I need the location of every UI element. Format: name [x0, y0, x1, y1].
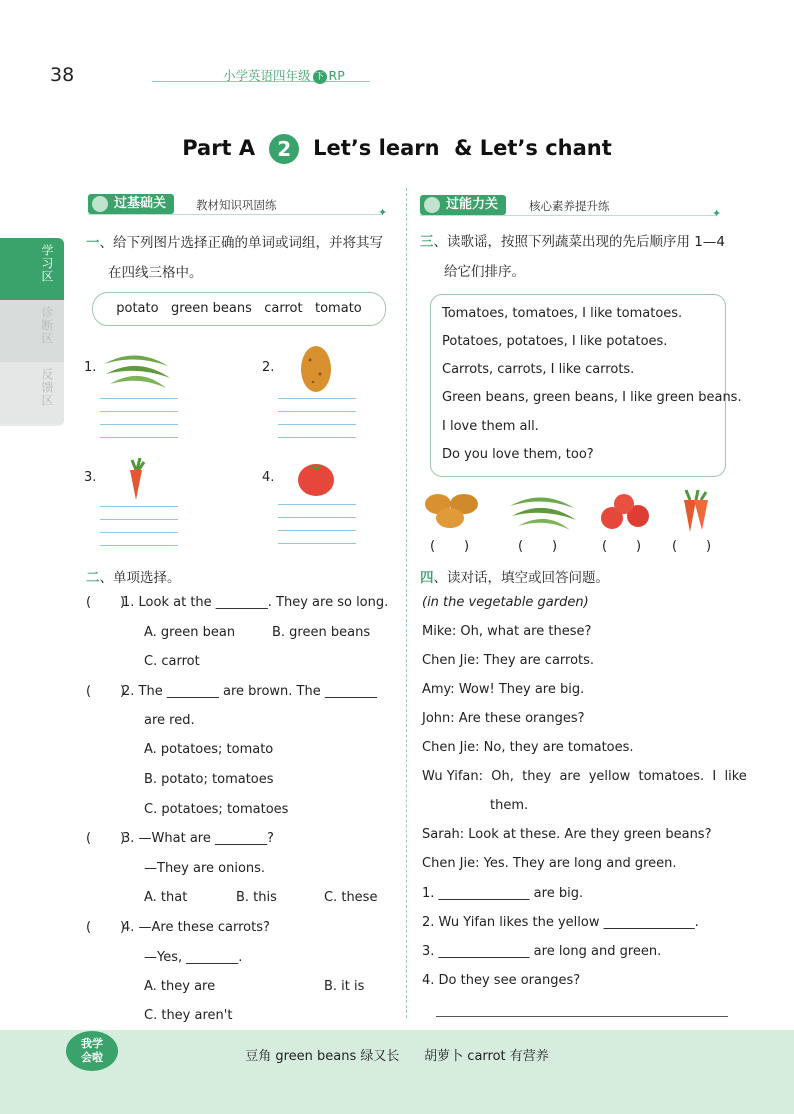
dialogue-setting: (in the vegetable garden): [422, 595, 589, 610]
question-3-title: [420, 230, 725, 250]
carrot-image: [124, 456, 148, 502]
writing-lines-3[interactable]: [100, 506, 178, 554]
side-tab-study[interactable]: [0, 238, 64, 300]
order-paren-3[interactable]: ( ): [602, 539, 642, 554]
mc-item-4-stem-cont: —Yes, ________.: [144, 950, 243, 965]
side-tab-feedback-label: 反馈区: [40, 368, 54, 407]
word-bank: potato green beans carrot tomato: [92, 292, 386, 326]
question-1-number: 一: [86, 235, 100, 251]
section-banner-ability: 过能力关: [420, 195, 506, 215]
fill-question-4: 4. Do they see oranges?: [422, 973, 581, 988]
chant-line-2: Potatoes, potatoes, I like potatoes.: [442, 334, 668, 349]
part-title: [0, 134, 794, 164]
column-divider: [406, 188, 407, 1018]
question-1-text: 、给下列图片选择正确的单词或词组，并将其写: [99, 235, 383, 251]
star-icon: ✦: [378, 206, 388, 219]
question-2-number: 二: [86, 570, 100, 586]
mc-item-3-option-b: B. this: [236, 890, 277, 905]
potato-image: [298, 344, 334, 394]
dialogue-line: Chen Jie: They are carrots.: [422, 653, 595, 668]
lesson-title: Let’s learn & Let’s chant: [313, 136, 612, 160]
chant-line-3: Carrots, carrots, I like carrots.: [442, 362, 635, 377]
question-4-number: 四: [420, 570, 434, 586]
mc-item-2-stem-cont: are red.: [144, 713, 195, 728]
question-1-text-cont: 在四线三格中。: [108, 265, 203, 281]
tomatoes-image: [598, 492, 654, 532]
question-2-title: [86, 566, 181, 586]
fill-question-3[interactable]: 3. ______________ are long and green.: [422, 944, 662, 959]
mc-item-2-stem: 2. The ________ are brown. The ________: [122, 684, 377, 699]
question-3-number: 三: [420, 234, 434, 250]
picture-label-2: 2.: [262, 360, 275, 375]
footer-badge-line-1: 我学: [81, 1037, 103, 1050]
writing-lines-1[interactable]: [100, 398, 178, 446]
question-1-title: [86, 231, 383, 251]
question-3-text: 、读歌谣，按照下列蔬菜出现的先后顺序用 1—4: [433, 234, 725, 250]
mc-item-4-option-b: B. it is: [324, 979, 365, 994]
mc-item-1-option-b: B. green beans: [272, 625, 371, 640]
side-tab-diagnose[interactable]: [0, 300, 64, 362]
part-label: Part A: [182, 136, 256, 160]
chant-line-4: Green beans, green beans, I like green beans.: [442, 390, 742, 405]
side-tab-study-label: 学习区: [40, 244, 54, 283]
answer-line[interactable]: [436, 1016, 728, 1017]
mc-item-2-option-c: C. potatoes; tomatoes: [144, 802, 289, 817]
dialogue-line-cont: them.: [490, 798, 529, 813]
dialogue-line: John: Are these oranges?: [422, 711, 585, 726]
mc-item-2-option-a: A. potatoes; tomato: [144, 742, 274, 757]
page-number: 38: [50, 64, 75, 86]
picture-label-4: 4.: [262, 470, 275, 485]
mc-item-3-option-c: C. these: [324, 890, 378, 905]
side-tab-feedback[interactable]: [0, 362, 64, 424]
question-2-text: 、单项选择。: [99, 570, 181, 586]
green-beans-image: [506, 488, 578, 532]
dialogue-line: Amy: Wow! They are big.: [422, 682, 585, 697]
answer-paren-1[interactable]: ( ): [86, 595, 126, 610]
side-tab-diagnose-label: 诊断区: [40, 306, 54, 345]
chant-line-6: Do you love them, too?: [442, 447, 594, 462]
picture-label-1: 1.: [84, 360, 97, 375]
book-title-edition: RP: [328, 68, 345, 83]
answer-paren-4[interactable]: ( ): [86, 920, 126, 935]
picture-label-3: 3.: [84, 470, 97, 485]
potatoes-image: [422, 490, 486, 530]
mc-item-3-stem: 3. —What are ________?: [122, 831, 274, 846]
chant-line-5: I love them all.: [442, 419, 539, 434]
order-paren-4[interactable]: ( ): [672, 539, 712, 554]
writing-lines-2[interactable]: [278, 398, 356, 446]
lesson-number-badge: 2: [269, 134, 299, 164]
question-3-text-cont: 给它们排序。: [444, 264, 525, 280]
section-underline: [88, 214, 382, 215]
dialogue-line: Chen Jie: Yes. They are long and green.: [422, 856, 677, 871]
mc-item-2-option-b: B. potato; tomatoes: [144, 772, 274, 787]
book-title: [223, 66, 345, 84]
mc-item-3-option-a: A. that: [144, 890, 188, 905]
dialogue-line: Chen Jie: No, they are tomatoes.: [422, 740, 634, 755]
chant-line-1: Tomatoes, tomatoes, I like tomatoes.: [442, 306, 683, 321]
mc-item-1-option-a: A. green bean: [144, 625, 236, 640]
mc-item-4-option-a: A. they are: [144, 979, 216, 994]
footer-badge-line-2: 会啦: [81, 1051, 103, 1064]
footer-band: [0, 1030, 794, 1114]
mc-item-1-option-c: C. carrot: [144, 654, 200, 669]
section-banner-basic: 过基础关: [88, 194, 174, 214]
writing-lines-4[interactable]: [278, 504, 356, 552]
book-title-main: 小学英语四年级: [223, 68, 311, 83]
dialogue-line: Sarah: Look at these. Are they green beans?: [422, 827, 712, 842]
question-4-text: 、读对话，填空或回答问题。: [433, 570, 609, 586]
side-tabs: [0, 238, 64, 426]
tomato-image: [296, 458, 336, 498]
section-subtitle-ability: 核心素养提升练: [529, 199, 610, 213]
answer-paren-3[interactable]: ( ): [86, 831, 126, 846]
mc-item-4-option-c: C. they aren't: [144, 1008, 233, 1023]
carrots-image: [676, 488, 716, 534]
section-subtitle-basic: 教材知识巩固练: [196, 198, 277, 212]
dialogue-line: Wu Yifan: Oh, they are yellow tomatoes. I like: [422, 769, 747, 784]
green-beans-image: [100, 344, 172, 392]
order-paren-2[interactable]: ( ): [518, 539, 558, 554]
fill-question-2[interactable]: 2. Wu Yifan likes the yellow ______________.: [422, 915, 699, 930]
section-underline: [420, 215, 716, 216]
question-4-title: [420, 566, 609, 586]
mc-item-3-stem-cont: —They are onions.: [144, 861, 266, 876]
answer-paren-2[interactable]: ( ): [86, 684, 126, 699]
fill-question-1[interactable]: 1. ______________ are big.: [422, 886, 584, 901]
mc-item-4-stem: 4. —Are these carrots?: [122, 920, 270, 935]
volume-tag: 下: [313, 70, 327, 84]
mc-item-1-stem: 1. Look at the ________. They are so long.: [122, 595, 389, 610]
star-icon: ✦: [712, 207, 722, 220]
footer-rhyme: 豆角 green beans 绿又长 胡萝卜 carrot 有营养: [245, 1049, 549, 1064]
order-paren-1[interactable]: ( ): [430, 539, 470, 554]
dialogue-line: Mike: Oh, what are these?: [422, 624, 592, 639]
